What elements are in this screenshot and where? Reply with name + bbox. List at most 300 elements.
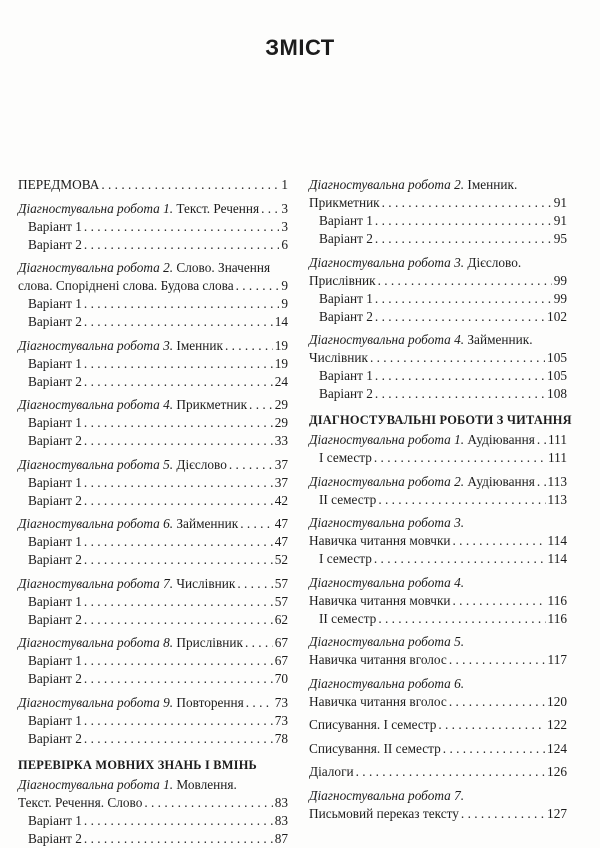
page-number: 124 — [547, 740, 567, 756]
toc-entry-text: Варіант 2 — [319, 308, 373, 324]
toc-subentry — [18, 730, 288, 748]
page-title: ЗМІСТ — [265, 35, 335, 60]
toc-entry-title — [28, 551, 82, 569]
toc-entry-text: Прикметник — [176, 397, 248, 412]
toc-entry-prefix: Діагностувальна робота 4. — [18, 397, 174, 412]
toc-subentry — [18, 712, 288, 730]
leader-dots — [84, 551, 273, 569]
page-number: 57 — [274, 593, 288, 609]
toc-entry — [18, 575, 288, 593]
toc-entry — [309, 331, 567, 349]
toc-entry — [309, 716, 567, 734]
toc-entry — [309, 254, 567, 272]
leader-dots — [84, 295, 279, 313]
toc-entry-text: Варіант 2 — [28, 236, 82, 252]
leader-dots — [246, 694, 273, 712]
toc-entry-text: Числівник — [309, 350, 368, 365]
toc-entry-prefix: Діагностувальна робота 7. — [18, 575, 174, 591]
toc-entry-text: Списування. ІІ семестр — [309, 740, 441, 756]
leader-dots — [84, 652, 273, 670]
leader-dots — [537, 431, 546, 449]
toc-entry-title — [18, 337, 223, 355]
toc-entry-prefix: Діагностувальна робота 2. — [309, 177, 465, 192]
page-number: 99 — [553, 272, 567, 288]
toc-entry-title — [18, 794, 142, 812]
page-number: 73 — [274, 694, 288, 710]
toc-subentry — [18, 670, 288, 688]
toc-entry-title — [309, 349, 368, 367]
toc-subentry — [309, 610, 567, 628]
page-number: 95 — [553, 231, 567, 246]
leader-dots — [84, 313, 273, 331]
toc-entry-title — [309, 675, 464, 693]
page-number: 83 — [274, 812, 288, 828]
leader-dots — [84, 414, 273, 432]
toc-entry — [18, 694, 288, 712]
toc-subentry — [18, 652, 288, 670]
toc-entry-title — [18, 200, 259, 218]
page-number: 111 — [548, 450, 567, 465]
toc-entry-title — [309, 331, 533, 349]
toc-entry-text: Варіант 1 — [28, 218, 82, 234]
page-number: 83 — [274, 794, 288, 810]
leader-dots — [84, 533, 273, 551]
toc-entry-title — [319, 230, 373, 248]
page-number: 111 — [548, 432, 567, 447]
toc-entry-title — [309, 592, 451, 610]
page-number: 120 — [547, 693, 567, 709]
page-number: 37 — [274, 456, 288, 472]
toc-entry-text: Варіант 1 — [28, 812, 82, 828]
page-number: 114 — [547, 551, 567, 566]
page-number: 19 — [274, 337, 288, 353]
toc-entry-prefix: Діагностувальна робота 6. — [18, 516, 174, 531]
toc-entry-text: ПЕРЕДМОВА — [18, 177, 100, 192]
toc-entry-text: Повторення — [176, 694, 244, 710]
toc-entry-title — [309, 633, 464, 651]
page-number: 91 — [553, 213, 567, 228]
toc-entry-prefix: Діагностувальна робота 4. — [309, 332, 465, 347]
toc-entry — [18, 794, 288, 812]
toc-entry — [309, 693, 567, 711]
toc-entry-title — [309, 716, 436, 734]
toc-entry-text: Прислівник — [176, 635, 243, 650]
toc-entry-text: Іменник — [176, 337, 223, 353]
toc-entry — [18, 456, 288, 474]
toc-entry-text: Прислівник — [309, 272, 376, 288]
leader-dots — [84, 432, 273, 450]
leader-dots — [375, 230, 552, 248]
toc-subentry — [18, 830, 288, 848]
toc-entry-prefix: Діагностувальна робота 3. — [18, 337, 174, 353]
leader-dots — [375, 385, 545, 403]
toc-subentry — [18, 812, 288, 830]
toc-entry-title — [309, 514, 464, 532]
toc-entry — [18, 396, 288, 414]
toc-entry-prefix: Діагностувальна робота 9. — [18, 694, 174, 710]
page-number: 114 — [547, 533, 567, 548]
toc-entry-title — [319, 491, 376, 509]
toc-entry — [18, 337, 288, 355]
toc-entry-title — [18, 176, 99, 194]
toc-entry-text: Варіант 1 — [28, 712, 82, 728]
toc-entry-text: слова. Споріднені слова. Будова слова — [18, 278, 234, 293]
toc-entry — [18, 634, 288, 652]
leader-dots — [237, 575, 272, 593]
toc-entry-title — [319, 290, 373, 308]
toc-entry-text: Варіант 2 — [28, 730, 82, 746]
toc-entry-text: Мовлення. — [176, 776, 237, 792]
toc-entry — [18, 259, 288, 277]
page-number: 24 — [274, 373, 288, 389]
toc-subentry — [18, 611, 288, 629]
toc-entry-text: І семестр — [319, 551, 372, 566]
leader-dots — [144, 794, 272, 812]
page-number: 3 — [281, 200, 288, 216]
page-number: 102 — [547, 308, 567, 324]
toc-entry-title — [309, 272, 376, 290]
toc-entry — [309, 675, 567, 693]
leader-dots — [438, 716, 545, 734]
page-number: 105 — [547, 368, 567, 383]
toc-entry — [18, 277, 288, 295]
toc-subentry — [18, 474, 288, 492]
toc-entry-text: Діалоги — [309, 764, 354, 779]
toc-subentry — [18, 313, 288, 331]
toc-right-column — [309, 176, 572, 823]
toc-entry-text: Письмовий переказ тексту — [309, 805, 459, 821]
leader-dots — [375, 212, 552, 230]
toc-entry-text: Варіант 1 — [28, 474, 82, 490]
toc-entry — [309, 194, 567, 212]
toc-entry-text: І семестр — [319, 450, 372, 465]
toc-entry-title — [28, 712, 82, 730]
toc-entry — [309, 532, 567, 550]
leader-dots — [84, 670, 273, 688]
leader-dots — [449, 693, 545, 711]
leader-dots — [84, 218, 279, 236]
toc-entry-text: Варіант 1 — [28, 415, 82, 430]
toc-subentry — [309, 491, 567, 509]
toc-entry-title — [28, 533, 82, 551]
toc-entry-text: Варіант 2 — [28, 671, 82, 686]
leader-dots — [84, 474, 273, 492]
toc-entry-prefix: Діагностувальна робота 7. — [309, 787, 465, 803]
toc-entry-prefix: Діагностувальна робота 3. — [309, 254, 465, 270]
toc-subentry — [18, 414, 288, 432]
leader-dots — [453, 532, 546, 550]
page-number: 42 — [274, 492, 288, 508]
page-number: 108 — [547, 386, 567, 401]
page-number: 116 — [547, 592, 567, 608]
toc-subentry — [309, 449, 567, 467]
page-number: 113 — [547, 491, 567, 507]
toc-entry-text: Варіант 2 — [28, 492, 82, 508]
toc-entry-title — [309, 763, 354, 781]
toc-entry-title — [309, 693, 447, 711]
page-number: 105 — [547, 350, 567, 365]
page-number: 70 — [274, 671, 288, 686]
toc-entry-title — [18, 456, 227, 474]
leader-dots — [84, 812, 273, 830]
toc-entry-title — [28, 830, 82, 848]
toc-subentry — [309, 212, 567, 230]
toc-entry-text: Варіант 2 — [28, 373, 82, 389]
page-number: 127 — [547, 805, 567, 821]
leader-dots — [375, 308, 545, 326]
toc-subentry — [309, 367, 567, 385]
page-number: 47 — [274, 516, 288, 531]
toc-entry-title — [28, 432, 82, 450]
page-number: 37 — [274, 474, 288, 490]
toc-entry-title — [309, 473, 535, 491]
toc-subentry — [18, 355, 288, 373]
toc-subentry — [18, 218, 288, 236]
section-heading: ДІАГНОСТУВАЛЬНІ РОБОТИ З ЧИТАННЯ — [309, 413, 572, 427]
page-number: 52 — [274, 552, 288, 567]
page-number: 122 — [547, 717, 567, 732]
leader-dots — [84, 830, 273, 848]
toc-entry-prefix: Діагностувальна робота 2. — [309, 473, 465, 489]
leader-dots — [375, 367, 545, 385]
toc-entry-text: Прикметник — [309, 195, 380, 210]
page-number: 73 — [274, 712, 288, 728]
toc-entry-title — [28, 611, 82, 629]
leader-dots — [443, 740, 545, 758]
toc-subentry — [18, 432, 288, 450]
toc-entry — [309, 805, 567, 823]
toc-entry-title — [319, 449, 372, 467]
page-number: 47 — [274, 534, 288, 549]
toc-entry-text: Займенник — [176, 516, 239, 531]
page-number: 126 — [547, 764, 567, 779]
toc-entry-text: Слово. Значення — [176, 260, 271, 275]
leader-dots — [453, 592, 546, 610]
page-number: 29 — [274, 415, 288, 430]
leader-dots — [225, 337, 273, 355]
toc-entry-prefix: Діагностувальна робота 5. — [18, 456, 174, 472]
leader-dots — [374, 550, 546, 568]
toc-entry-text: Навичка читання мовчки — [309, 592, 451, 608]
toc-entry-title — [28, 593, 82, 611]
toc-entry-text: ІІ семестр — [319, 610, 377, 626]
page-number: 6 — [281, 236, 288, 252]
toc-entry-title — [28, 236, 82, 254]
toc-subentry — [309, 308, 567, 326]
toc-entry-text: Варіант 1 — [28, 593, 82, 609]
leader-dots — [84, 355, 273, 373]
leader-dots — [101, 176, 279, 194]
page-number: 1 — [281, 177, 288, 192]
toc-entry-title — [18, 515, 238, 533]
toc-entry-title — [309, 740, 441, 758]
toc-subentry — [18, 492, 288, 510]
toc-entry-title — [319, 610, 376, 628]
leader-dots — [461, 805, 545, 823]
leader-dots — [374, 449, 546, 467]
toc-entry-title — [18, 694, 244, 712]
leader-dots — [236, 277, 280, 295]
page-number: 113 — [547, 473, 567, 489]
toc-entry-title — [319, 385, 373, 403]
toc-entry-title — [309, 532, 451, 550]
leader-dots — [378, 272, 552, 290]
toc-entry — [309, 592, 567, 610]
toc-entry-title — [309, 805, 459, 823]
toc-entry-text: Навичка читання мовчки — [309, 533, 451, 548]
leader-dots — [84, 593, 273, 611]
toc-entry-title — [28, 295, 82, 313]
toc-entry-text: Числівник — [176, 575, 236, 591]
toc-subentry — [18, 295, 288, 313]
toc-entry-title — [28, 492, 82, 510]
toc-entry-prefix: Діагностувальна робота 6. — [309, 675, 465, 691]
toc-entry-title — [18, 634, 243, 652]
toc-entry-title — [319, 308, 373, 326]
toc-entry — [309, 651, 567, 669]
toc-entry-text: Варіант 1 — [319, 290, 373, 306]
toc-entry — [309, 514, 567, 532]
leader-dots — [356, 763, 545, 781]
section-heading: ПЕРЕВІРКА МОВНИХ ЗНАНЬ І ВМІНЬ — [18, 757, 257, 772]
leader-dots — [370, 349, 545, 367]
toc-subentry — [18, 533, 288, 551]
toc-entry-text: Дієслово. — [467, 254, 522, 270]
toc-entry — [18, 515, 288, 533]
leader-dots — [229, 456, 273, 474]
toc-entry — [18, 200, 288, 218]
leader-dots — [84, 730, 273, 748]
toc-entry — [309, 633, 567, 651]
page-number: 116 — [547, 610, 567, 626]
toc-entry-text: Навичка читання вголос — [309, 693, 447, 709]
toc-entry-title — [309, 651, 447, 669]
page-number: 19 — [274, 355, 288, 371]
page-number: 29 — [274, 397, 288, 412]
toc-entry — [309, 574, 567, 592]
leader-dots — [249, 396, 273, 414]
toc-entry — [309, 763, 567, 781]
toc-entry-text: ІІ семестр — [319, 491, 377, 507]
toc-entry-text: Варіант 1 — [28, 296, 82, 311]
toc-entry-title — [319, 367, 373, 385]
toc-entry-title — [309, 254, 521, 272]
toc-entry-title — [309, 431, 535, 449]
toc-entry-text: Варіант 2 — [28, 830, 82, 846]
toc-entry-text: Варіант 2 — [28, 314, 82, 329]
leader-dots — [84, 236, 279, 254]
toc-entry-title — [28, 414, 82, 432]
toc-subentry — [18, 373, 288, 391]
toc-entry-text: Варіант 2 — [28, 611, 82, 627]
toc-entry-text: Варіант 1 — [28, 355, 82, 371]
leader-dots — [378, 610, 545, 628]
leader-dots — [84, 492, 273, 510]
toc-left-column — [18, 176, 288, 848]
leader-dots — [240, 515, 273, 533]
toc-entry — [309, 473, 567, 491]
page-number: 87 — [274, 830, 288, 846]
leader-dots — [378, 491, 545, 509]
toc-entry-text: Варіант 1 — [319, 213, 373, 228]
page-number: 78 — [274, 730, 288, 746]
toc-entry-title — [309, 787, 464, 805]
toc-entry-prefix: Діагностувальна робота 1. — [18, 776, 174, 792]
toc-entry-prefix: Діагностувальна робота 1. — [309, 432, 465, 447]
toc-entry — [309, 787, 567, 805]
page-number: 9 — [281, 296, 288, 311]
toc-entry-text: Варіант 2 — [319, 386, 373, 401]
toc-entry-title — [319, 550, 372, 568]
leader-dots — [449, 651, 546, 669]
toc-entry — [309, 349, 567, 367]
toc-entry-text: Навичка читання вголос — [309, 652, 447, 667]
toc-subentry — [309, 230, 567, 248]
toc-subentry — [309, 290, 567, 308]
toc-subentry — [309, 385, 567, 403]
toc-entry — [309, 740, 567, 758]
leader-dots — [245, 634, 273, 652]
page-number: 67 — [274, 653, 288, 668]
page-number: 14 — [274, 314, 288, 329]
toc-entry — [309, 176, 567, 194]
toc-entry-text: Текст. Речення. Слово — [18, 794, 143, 810]
toc-entry-text: Списування. І семестр — [309, 717, 437, 732]
toc-entry-text: Варіант 1 — [28, 534, 82, 549]
toc-entry-title — [28, 730, 82, 748]
toc-entry-title — [28, 373, 82, 391]
page-number: 9 — [281, 278, 288, 293]
toc-entry-title — [28, 812, 82, 830]
toc-entry-title — [28, 313, 82, 331]
toc-entry-title — [28, 218, 82, 236]
toc-subentry — [18, 551, 288, 569]
leader-dots — [375, 290, 552, 308]
toc-entry-prefix: Діагностувальна робота 3. — [309, 515, 465, 530]
toc-subentry — [18, 236, 288, 254]
toc-entry-prefix: Діагностувальна робота 2. — [18, 260, 174, 275]
page-number: 57 — [274, 575, 288, 591]
toc-entry-text: Займенник. — [467, 332, 533, 347]
leader-dots — [84, 712, 273, 730]
toc-entry-text: Іменник. — [467, 177, 518, 192]
toc-entry-text: Дієслово — [176, 456, 227, 472]
toc-entry — [309, 431, 567, 449]
toc-entry-text: Аудіювання — [467, 473, 535, 489]
page-number: 62 — [274, 611, 288, 627]
toc-entry-title — [28, 652, 82, 670]
toc-entry-title — [319, 212, 373, 230]
toc-subentry — [309, 550, 567, 568]
page-number: 33 — [274, 433, 288, 448]
toc-entry-prefix: Діагностувальна робота 8. — [18, 635, 174, 650]
toc-entry — [18, 176, 288, 194]
toc-entry-text: Варіант 2 — [28, 433, 82, 448]
toc-subentry — [18, 593, 288, 611]
toc-entry-title — [309, 574, 464, 592]
toc-entry-title — [309, 176, 517, 194]
page-number: 3 — [281, 218, 288, 234]
toc-entry-text: Варіант 2 — [28, 552, 82, 567]
leader-dots — [261, 200, 279, 218]
toc-entry-text: Варіант 2 — [319, 231, 373, 246]
toc-entry-title — [18, 259, 270, 277]
toc-entry-title — [28, 355, 82, 373]
leader-dots — [84, 611, 273, 629]
toc-entry-title — [309, 194, 380, 212]
leader-dots — [537, 473, 546, 491]
toc-entry-title — [28, 474, 82, 492]
